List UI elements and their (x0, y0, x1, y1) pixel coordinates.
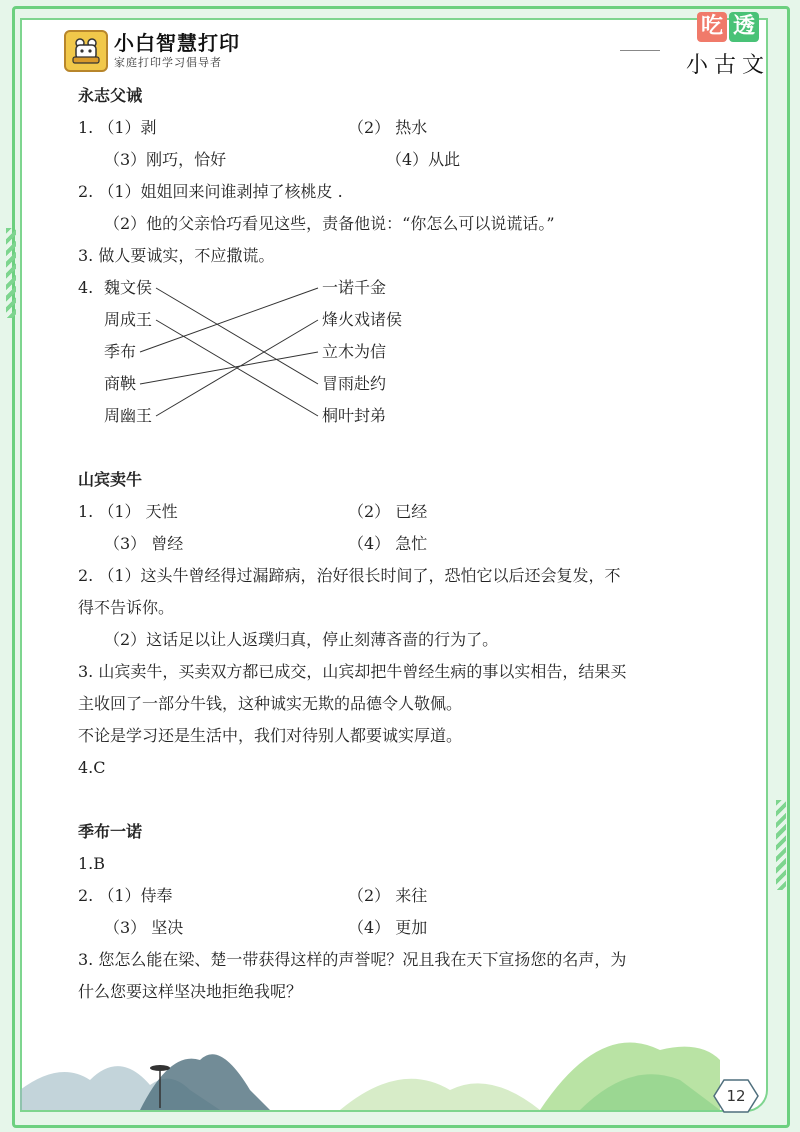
match-right-item: 桐叶封弟 (322, 406, 387, 425)
match-right-item: 冒雨赴约 (322, 374, 387, 393)
brand-mark (686, 12, 770, 79)
answer-row (78, 912, 718, 944)
landscape-decoration (20, 1020, 720, 1110)
answer-row (78, 528, 718, 560)
answer-item: 1. （1）剥 (78, 118, 157, 137)
answer-line: 2. （1）姐姐回来问谁剥掉了核桃皮 . (78, 182, 343, 201)
match-left-item: 季布 (104, 342, 137, 361)
match-left-item: 魏文侯 (104, 278, 153, 297)
answer-line: 什么您要这样坚决地拒绝我呢？ (78, 982, 303, 1001)
answer-line: （2）他的父亲恰巧看见这些，责备他说：“你怎么可以说谎话。” (104, 214, 555, 233)
page-number-text: 12 (726, 1087, 746, 1105)
question-number: 4. (78, 278, 94, 297)
answer-item: （4）从此 (386, 150, 461, 169)
match-left-item: 周幽王 (104, 406, 153, 425)
printer-mascot-icon (64, 30, 108, 72)
matching-right-column (322, 272, 402, 432)
brand-divider (620, 50, 660, 51)
section-title-3: 季布一诺 (78, 822, 143, 841)
answer-row (78, 144, 718, 176)
decorative-stripes-left (6, 228, 16, 318)
match-left-item: 周成王 (104, 310, 153, 329)
match-left-item: 商鞅 (104, 374, 137, 393)
match-right-item: 一诺千金 (322, 278, 387, 297)
answer-line: 得不告诉你。 (78, 598, 175, 617)
answer-line: 主收回了一部分牛钱，这种诚实无欺的品德令人敬佩。 (78, 694, 463, 713)
logo-subtitle: 家庭打印学习倡导者 (114, 56, 222, 69)
answer-item: （2） 热水 (348, 118, 428, 137)
answer-line: 3. 做人要诚实，不应撒谎。 (78, 246, 275, 265)
answer-line: 3. 您怎么能在梁、楚一带获得这样的声誉呢？况且我在天下宣扬您的名声，为 (78, 950, 627, 969)
answer-line: 2. （1）这头牛曾经得过漏蹄病，治好很长时间了，恐怕它以后还会复发，不 (78, 566, 621, 585)
brand-chip-1: 吃 (697, 12, 727, 42)
answer-item: （4） 急忙 (348, 534, 428, 553)
answer-line: 不论是学习还是生活中，我们对待别人都要诚实厚道。 (78, 726, 463, 745)
match-line (156, 288, 318, 384)
answer-line: 1.B (78, 854, 106, 873)
logo (64, 30, 240, 72)
answer-line: 3. 山宾卖牛，买卖双方都已成交，山宾却把牛曾经生病的事以实相告，结果买 (78, 662, 627, 681)
answer-content (78, 80, 718, 1008)
answer-item: （2） 来往 (348, 886, 428, 905)
matching-left-column (104, 272, 152, 432)
brand-chip-2: 透 (729, 12, 759, 42)
answer-line: （2）这话足以让人返璞归真，停止刻薄吝啬的行为了。 (104, 630, 499, 649)
answer-item: （2） 已经 (348, 502, 428, 521)
match-right-item: 烽火戏诸侯 (322, 310, 403, 329)
matching-diagram (78, 272, 718, 432)
brand-subtitle: 小古文 (685, 53, 770, 78)
answer-item: （3）刚巧，恰好 (104, 150, 227, 169)
answer-item: （3） 坚决 (104, 918, 184, 937)
answer-item: 1. （1） 天性 (78, 502, 178, 521)
section-title-2: 山宾卖牛 (78, 470, 143, 489)
answer-item: （3） 曾经 (104, 534, 184, 553)
section-title-1: 永志父诫 (78, 86, 143, 105)
match-right-item: 立木为信 (322, 342, 387, 361)
answer-row (78, 880, 718, 912)
answer-item: （4） 更加 (348, 918, 428, 937)
answer-row (78, 112, 718, 144)
answer-line: 4.C (78, 758, 106, 777)
answer-item: 2. （1）侍奉 (78, 886, 173, 905)
page-number (712, 1078, 760, 1114)
answer-row (78, 496, 718, 528)
decorative-stripes-right (776, 800, 786, 890)
match-line (140, 288, 318, 352)
logo-title: 小白智慧打印 (114, 31, 240, 55)
